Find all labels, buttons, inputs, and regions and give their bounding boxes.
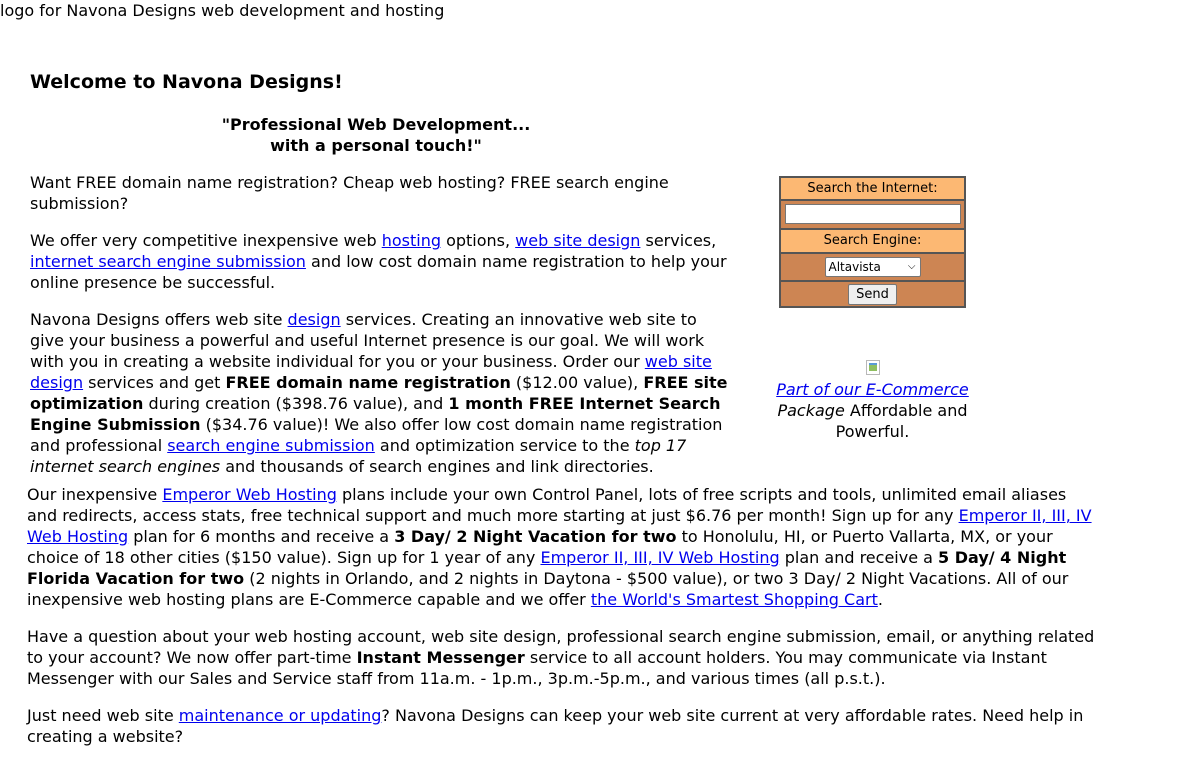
promo-image-wrap	[770, 360, 975, 379]
maintenance-paragraph	[27, 705, 1097, 747]
emperor-plans-link-2[interactable]: Emperor II, III, IV Web Hosting	[540, 548, 780, 567]
web-site-design-link[interactable]: web site design	[515, 231, 641, 250]
intro-text: ($34.76 value)! We also offer low cost domain name registration and professional	[30, 415, 723, 455]
hosting-link[interactable]: hosting	[381, 231, 441, 250]
intro-text: and low cost domain name registration to help your online presence be successful.	[30, 252, 727, 292]
intro-text: options,	[440, 231, 516, 250]
intro-text: services,	[640, 231, 717, 250]
intro-column	[30, 172, 730, 493]
emperor-hosting-link[interactable]: Emperor Web Hosting	[162, 485, 337, 504]
send-row	[781, 280, 964, 306]
engine-select-row	[781, 252, 964, 280]
hosting-text: (2 nights in Orlando, and 2 nights in Daytona - $500 value), or two 3 Day/ 2 Night Vacations. All of our inexpensive web hosting plans are E-Commerce capable and we offer	[27, 569, 1069, 609]
search-label: Search the Internet:	[781, 178, 964, 199]
free-optimization-offer: FREE site optimization	[30, 373, 728, 413]
emperor-plans-link-1[interactable]: Emperor II, III, IV Web Hosting	[27, 506, 1092, 546]
search-engine-select[interactable]	[825, 257, 921, 277]
hosting-text: Our inexpensive	[27, 485, 163, 504]
intro-paragraph-1: Want FREE domain name registration? Cheap web hosting? FREE search engine submission?	[30, 173, 669, 213]
messenger-text: Have a question about your web hosting account, web site design, professional search engine submission, email, or anything related to your account? We now offer part-time	[27, 627, 1095, 667]
intro-text: ($12.00 value),	[510, 373, 644, 392]
free-submission-offer: 1 month FREE Internet Search Engine Submission	[30, 394, 721, 434]
site-logo: logo for Navona Designs web development and hosting	[0, 1, 445, 20]
search-engine-submission-link[interactable]: internet search engine submission	[30, 252, 306, 271]
intro-text: and optimization service to the	[374, 436, 635, 455]
intro-text: Navona Designs offers web site	[30, 310, 288, 329]
vacation-offer-2: 5 Day/ 4 Night Florida Vacation for two	[27, 548, 1067, 588]
promo-package-text: Package	[777, 401, 845, 420]
promo-text	[770, 379, 975, 442]
instant-messenger-text: Instant Messenger	[356, 648, 525, 667]
main-content	[27, 484, 1097, 763]
hosting-text: plans include your own Control Panel, lots of free scripts and tools, unlimited email aliases and redirects, access stats, free technical support and much more starting at just $6.76 per month! Sign up for any	[27, 485, 1067, 525]
hosting-text: to Honolulu, HI, or Puerto Vallarta, MX, or your choice of 18 other cities ($150 value). Sign up for 1 year of any	[27, 527, 1053, 567]
search-input[interactable]	[785, 204, 961, 224]
free-domain-offer: FREE domain name registration	[225, 373, 511, 392]
maintenance-link[interactable]: maintenance or updating	[178, 706, 382, 725]
tagline-line-2: with a personal touch!"	[270, 136, 482, 155]
promo-tagline: Affordable and Powerful.	[835, 401, 968, 441]
ecommerce-link[interactable]: Part of our E-Commerce	[776, 380, 969, 399]
search-engine-value: Altavista	[828, 260, 881, 274]
messenger-text: service to all account holders. You may communicate via Instant Messenger with our Sales and Service staff from 11a.m. - 1p.m., 3p.m.-5p.m., and various times (all p.s.t.).	[27, 648, 1047, 688]
vacation-offer-1: 3 Day/ 2 Night Vacation for two	[394, 527, 677, 546]
hosting-text: plan and receive a	[779, 548, 939, 567]
hosting-paragraph	[27, 484, 1097, 610]
tagline-line-1: "Professional Web Development...	[221, 115, 531, 134]
order-web-site-design-link[interactable]: web site design	[30, 352, 712, 392]
professional-submission-link[interactable]: search engine submission	[167, 436, 375, 455]
design-link[interactable]: design	[287, 310, 341, 329]
intro-paragraph-2	[30, 230, 730, 293]
intro-text: services and get	[83, 373, 226, 392]
messenger-paragraph	[27, 626, 1097, 689]
tagline	[216, 114, 536, 156]
search-input-row	[781, 199, 964, 228]
intro-text: services. Creating an innovative web site to give your business a powerful and useful Internet presence is our goal. We will work with you in creating a website individual for you or your business. Order our	[30, 310, 705, 371]
intro-text: during creation ($398.76 value), and	[143, 394, 449, 413]
broken-image-icon	[866, 360, 880, 375]
hosting-text: plan for 6 months and receive a	[128, 527, 395, 546]
intro-paragraph-3	[30, 309, 730, 477]
engine-label: Search Engine:	[781, 228, 964, 252]
intro-text: and thousands of search engines and link directories.	[220, 457, 654, 476]
chevron-down-icon: ⌵	[907, 261, 916, 272]
shopping-cart-link[interactable]: the World's Smartest Shopping Cart	[590, 590, 878, 609]
send-button[interactable]: Send	[848, 284, 897, 305]
page-title: Welcome to Navona Designs!	[30, 71, 343, 93]
hosting-text: .	[877, 590, 883, 609]
top-engines-text: top 17 internet search engines	[30, 436, 687, 476]
maintenance-text: ? Navona Designs can keep your web site current at very affordable rates. Need help in creating a website?	[27, 706, 1084, 746]
search-form	[779, 176, 966, 308]
intro-text: We offer very competitive inexpensive web	[30, 231, 382, 250]
ecommerce-promo	[770, 360, 975, 442]
maintenance-text: Just need web site	[27, 706, 179, 725]
